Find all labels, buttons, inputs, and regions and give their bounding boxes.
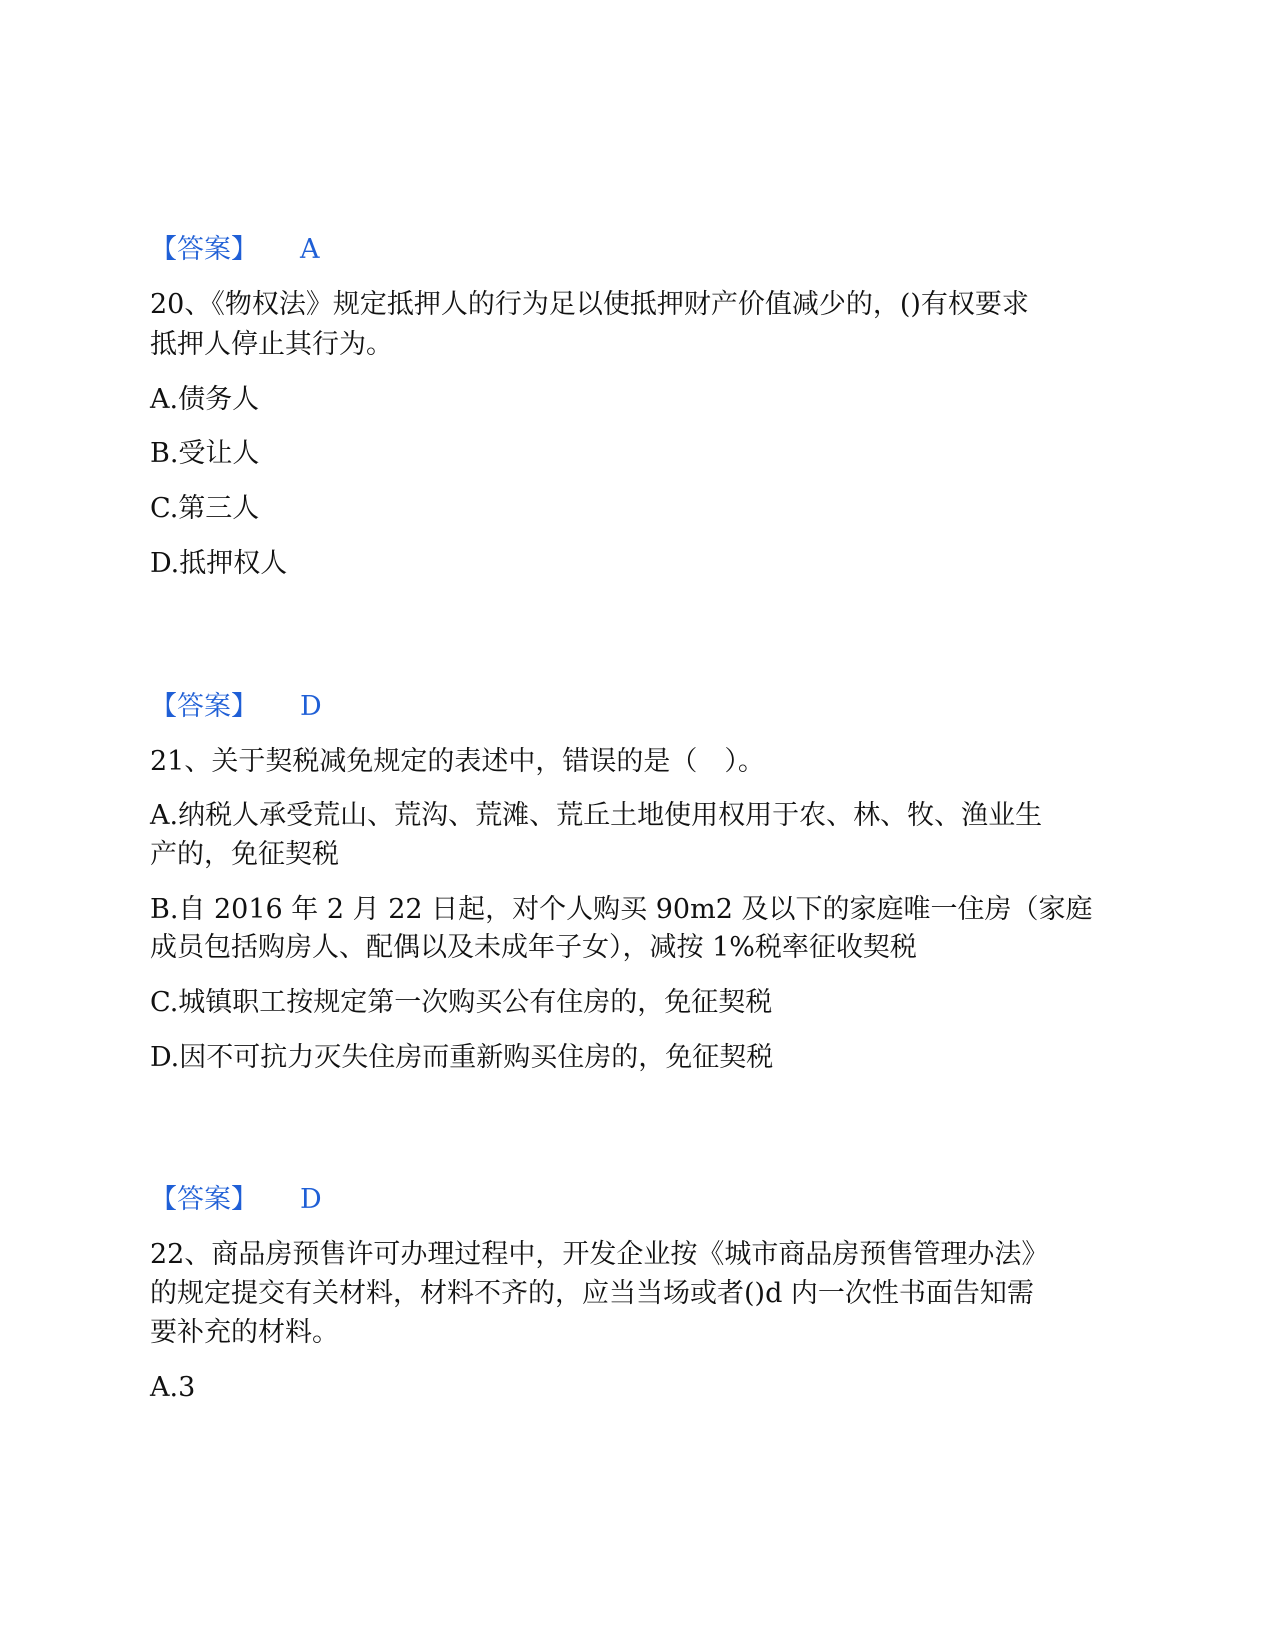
question-text: 21、关于契税减免规定的表述中，错误的是（ ）。 (150, 746, 765, 777)
answer-label: 【答案】 (150, 691, 258, 722)
answer-value: A (300, 234, 320, 265)
option-b: B.自 2016 年 2 月 22 日起，对个人购买 90m2 及以下的家庭唯一住房（家庭 (150, 894, 1093, 925)
option-c: C.第三人 (150, 493, 260, 524)
option-a: A.债务人 (150, 384, 260, 415)
answer-value: D (300, 1184, 322, 1215)
question-text: 22、商品房预售许可办理过程中，开发企业按《城市商品房预售管理办法》 (150, 1239, 1049, 1270)
question-text: 抵押人停止其行为。 (150, 329, 393, 360)
answer-label: 【答案】 (150, 1184, 258, 1215)
answer-label: 【答案】 (150, 234, 258, 265)
answer-line (150, 231, 1110, 269)
question-text: 的规定提交有关材料，材料不齐的，应当当场或者()d 内一次性书面告知需 (150, 1278, 1034, 1309)
option-b: B.受让人 (150, 438, 260, 469)
option-d: D.因不可抗力灭失住房而重新购买住房的，免征契税 (150, 1042, 774, 1073)
option-c: C.城镇职工按规定第一次购买公有住房的，免征契税 (150, 987, 773, 1018)
option-a: A.3 (150, 1372, 196, 1403)
answer-value: D (300, 691, 322, 722)
question-text: 20、《物权法》规定抵押人的行为足以使抵押财产价值减少的，()有权要求 (150, 289, 1029, 320)
answer-line (150, 688, 1110, 726)
question-text: 要补充的材料。 (150, 1317, 339, 1348)
option-a: A.纳税人承受荒山、荒沟、荒滩、荒丘土地使用权用于农、林、牧、渔业生 (150, 800, 1043, 831)
option-b-continued: 成员包括购房人、配偶以及未成年子女），减按 1%税率征收契税 (150, 932, 917, 963)
option-d: D.抵押权人 (150, 548, 288, 579)
option-a-continued: 产的，免征契税 (150, 839, 339, 870)
answer-line (150, 1181, 1110, 1219)
